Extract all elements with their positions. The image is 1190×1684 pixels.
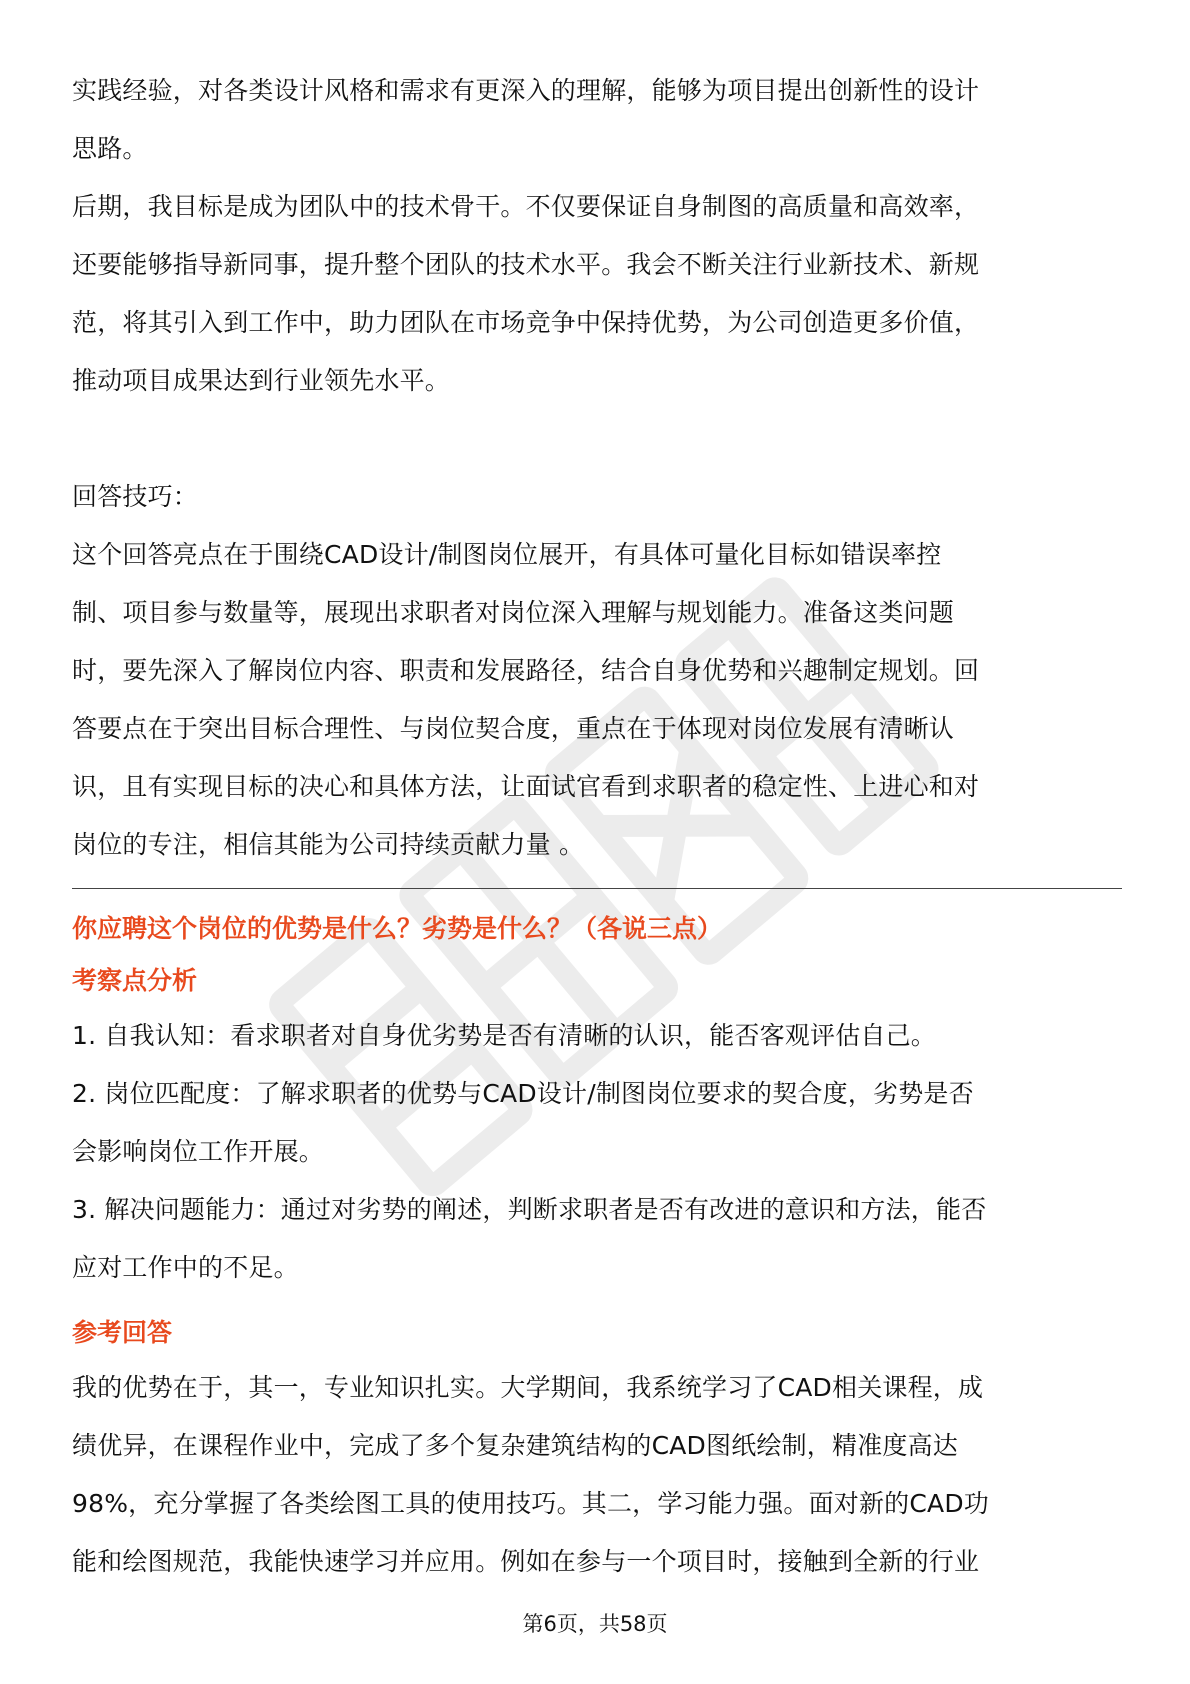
tips-line: 这个回答亮点在于围绕CAD设计/制图岗位展开，有具体可量化目标如错误率控	[72, 540, 942, 569]
tips-line: 答要点在于突出目标合理性、与岗位契合度，重点在于体现对岗位发展有清晰认	[72, 714, 955, 743]
answer-line: 98%，充分掌握了各类绘图工具的使用技巧。其二，学习能力强。面对新的CAD功	[72, 1489, 989, 1518]
page-footer: 第6页，共58页	[522, 1612, 668, 1636]
tips-label: 回答技巧：	[72, 482, 199, 511]
tips-line: 制、项目参与数量等，展现出求职者对岗位深入理解与规划能力。准备这类问题	[72, 598, 955, 627]
analysis-title: 考察点分析	[72, 966, 198, 995]
analysis-line: 应对工作中的不足。	[72, 1253, 299, 1282]
analysis-line: 2. 岗位匹配度：了解求职者的优势与CAD设计/制图岗位要求的契合度，劣势是否	[72, 1079, 974, 1108]
answer-title: 参考回答	[72, 1318, 173, 1347]
answer-line: 绩优异，在课程作业中，完成了多个复杂建筑结构的CAD图纸绘制，精准度高达	[72, 1431, 959, 1460]
document-content	[72, 62, 1122, 1591]
body-line: 范，将其引入到工作中，助力团队在市场竞争中保持优势，为公司创造更多价值，	[72, 308, 980, 337]
body-line: 思路。	[72, 134, 148, 163]
analysis-line: 会影响岗位工作开展。	[72, 1137, 325, 1166]
question-title: 你应聘这个岗位的优势是什么？劣势是什么？（各说三点）	[72, 914, 723, 943]
analysis-line: 3. 解决问题能力：通过对劣势的阐述，判断求职者是否有改进的意识和方法，能否	[72, 1195, 987, 1224]
tips-line: 时，要先深入了解岗位内容、职责和发展路径，结合自身优势和兴趣制定规划。回	[72, 656, 980, 685]
answer-line: 能和绘图规范，我能快速学习并应用。例如在参与一个项目时，接触到全新的行业	[72, 1547, 980, 1576]
section-divider	[72, 888, 1122, 889]
body-line: 后期，我目标是成为团队中的技术骨干。不仅要保证自身制图的高质量和高效率，	[72, 192, 980, 221]
tips-line: 岗位的专注，相信其能为公司持续贡献力量 。	[72, 830, 585, 859]
answer-line: 我的优势在于，其一，专业知识扎实。大学期间，我系统学习了CAD相关课程，成	[72, 1373, 984, 1402]
body-line: 推动项目成果达到行业领先水平。	[72, 366, 451, 395]
body-line: 还要能够指导新同事，提升整个团队的技术水平。我会不断关注行业新技术、新规	[72, 250, 980, 279]
analysis-line: 1. 自我认知：看求职者对自身优劣势是否有清晰的认识，能否客观评估自己。	[72, 1021, 937, 1050]
tips-line: 识，且有实现目标的决心和具体方法，让面试官看到求职者的稳定性、上进心和对	[72, 772, 980, 801]
body-line: 实践经验，对各类设计风格和需求有更深入的理解，能够为项目提出创新性的设计	[72, 76, 980, 105]
paragraph-gap	[72, 410, 1122, 468]
paragraph-gap	[72, 1297, 1122, 1307]
